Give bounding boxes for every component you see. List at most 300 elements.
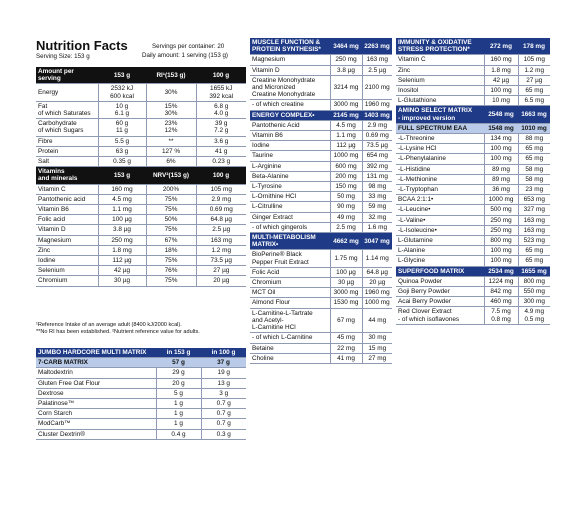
- row-label: Maltodextrin: [36, 368, 156, 378]
- row-label: Taurine: [250, 151, 330, 161]
- row-value: 0.7 g: [201, 419, 246, 429]
- row-label: - of which gingerols: [250, 222, 330, 232]
- row-label: Goji Berry Powder: [396, 287, 484, 297]
- row-label: Zinc: [36, 245, 98, 255]
- row-label: BioPerine® Black Pepper Fruit Extract: [250, 250, 330, 267]
- row-label: Beta-Alanine: [250, 171, 330, 181]
- header-cell: 1403 mg: [362, 111, 392, 121]
- header-cell: RI¹(153 g): [146, 67, 196, 84]
- row-label: L-Arginine: [250, 161, 330, 171]
- row-label: Folic Acid: [250, 267, 330, 277]
- table-row: [250, 161, 392, 171]
- row-value: 3000 mg: [330, 100, 362, 110]
- row-value: 0.3 g: [201, 429, 246, 439]
- row-value: 2.9 mg: [196, 194, 246, 204]
- row-value: 550 mg: [518, 287, 550, 297]
- row-label: Betaine: [250, 343, 330, 353]
- row-label: Carbohydrate of which Sugars: [36, 119, 98, 136]
- row-value: 67 mg: [330, 308, 362, 333]
- row-value: **: [146, 136, 196, 146]
- subsection-title: 7-CARB MATRIX: [36, 358, 156, 368]
- row-value: 15 mg: [362, 343, 392, 353]
- row-value: 250 mg: [484, 225, 518, 235]
- table-row: [250, 75, 392, 100]
- row-label: Acai Berry Powder: [396, 297, 484, 307]
- row-value: 842 mg: [484, 287, 518, 297]
- row-value: 27 mg: [362, 353, 392, 363]
- row-value: 75%: [146, 194, 196, 204]
- row-value: 64.8 µg: [362, 267, 392, 277]
- table-row: [36, 429, 246, 439]
- column-middle: [250, 38, 392, 364]
- table-row: [396, 236, 550, 246]
- row-value: 59 mg: [362, 202, 392, 212]
- row-value: 0.7 g: [201, 409, 246, 419]
- row-value: 58 mg: [518, 164, 550, 174]
- row-label: L-Alanine: [396, 246, 484, 256]
- row-value: 0.4 g: [156, 429, 201, 439]
- header-cell: 3047 mg: [362, 233, 392, 250]
- table-row: [396, 144, 550, 154]
- row-label: L-Glycine: [396, 256, 484, 266]
- row-label: ModCarb™: [36, 419, 156, 429]
- row-label: -L-Phenylalanine: [396, 154, 484, 164]
- row-value: 67%: [146, 235, 196, 245]
- table-row: [36, 378, 246, 388]
- jumbo-matrix-table: [36, 348, 246, 440]
- table-row: [396, 185, 550, 195]
- row-value: 112 µg: [330, 141, 362, 151]
- multi-metabolism-table: [250, 233, 392, 364]
- row-label: Folic acid: [36, 215, 98, 225]
- row-label: Energy: [36, 84, 98, 101]
- column-jumbo: [36, 348, 246, 440]
- row-value: 2.5 mg: [330, 222, 362, 232]
- table-row: [36, 119, 246, 136]
- header-cell: 3464 mg: [330, 38, 362, 55]
- row-value: 58 mg: [518, 174, 550, 184]
- row-value: 1.2 mg: [518, 65, 550, 75]
- row-value: 654 mg: [362, 151, 392, 161]
- row-label: Almond Flour: [250, 298, 330, 308]
- row-value: 1.8 mg: [484, 65, 518, 75]
- row-value: 39 g 7.2 g: [196, 119, 246, 136]
- row-label: - of which L-Carnitine: [250, 333, 330, 343]
- section-title: JUMBO HARDCORE MULTI MATRIX: [36, 348, 156, 358]
- row-label: Fat of which Saturates: [36, 101, 98, 118]
- row-value: 1.1 mg: [98, 205, 146, 215]
- row-value: 30 µg: [330, 278, 362, 288]
- table-row: [396, 65, 550, 75]
- row-value: 250 mg: [484, 215, 518, 225]
- row-label: Palatinose™: [36, 399, 156, 409]
- section-title: AMINO SELECT MATRIX - improved version: [396, 106, 484, 123]
- row-value: 4.9 mg 0.5 mg: [518, 307, 550, 324]
- table-row: [36, 157, 246, 167]
- row-value: 0.7 g: [201, 399, 246, 409]
- table-row: [250, 288, 392, 298]
- row-value: 36 mg: [484, 185, 518, 195]
- row-label: Magnesium: [250, 55, 330, 65]
- column-right: [396, 38, 550, 325]
- row-value: 65 mg: [518, 246, 550, 256]
- row-value: 131 mg: [362, 171, 392, 181]
- row-value: 64.8 µg: [196, 215, 246, 225]
- row-value: 3.8 µg: [330, 65, 362, 75]
- row-value: 1960 mg: [362, 288, 392, 298]
- subsection-row: [396, 123, 550, 133]
- table-header-row: [396, 38, 550, 55]
- row-value: 0.23 g: [196, 157, 246, 167]
- row-label: Vitamin D: [36, 225, 98, 235]
- row-value: 0.69 mg: [196, 205, 246, 215]
- row-value: 100 mg: [484, 154, 518, 164]
- table-row: [36, 184, 246, 194]
- table-row: [250, 222, 392, 232]
- table-row: [396, 195, 550, 205]
- row-value: 1.14 mg: [362, 250, 392, 267]
- header-cell: 1655 mg: [518, 267, 550, 277]
- table-row: [396, 96, 550, 106]
- row-value: 88 mg: [518, 134, 550, 144]
- row-value: 45 mg: [330, 333, 362, 343]
- table-header-row: [396, 267, 550, 277]
- row-label: Chromium: [36, 276, 98, 286]
- row-label: Vitamin C: [36, 184, 98, 194]
- row-value: 65 mg: [518, 144, 550, 154]
- row-label: Selenium: [396, 75, 484, 85]
- row-value: 163 mg: [196, 235, 246, 245]
- row-value: 63 g: [98, 146, 146, 156]
- row-value: 1 g: [156, 419, 201, 429]
- row-label: -L-Threonine: [396, 134, 484, 144]
- row-label: -L-Isoleucine•: [396, 225, 484, 235]
- row-label: Dextrose: [36, 388, 156, 398]
- energy-complex-table: [250, 111, 392, 233]
- row-value: 75%: [146, 225, 196, 235]
- table-row: [396, 174, 550, 184]
- row-value: 1.6 mg: [362, 222, 392, 232]
- row-value: 22 mg: [330, 343, 362, 353]
- row-value: 163 mg: [362, 55, 392, 65]
- row-value: 20 µg: [362, 278, 392, 288]
- table-row: [36, 136, 246, 146]
- row-value: 60 g 11 g: [98, 119, 146, 136]
- row-value: 1000 mg: [484, 195, 518, 205]
- row-label: L-Glutamine: [396, 236, 484, 246]
- row-label: Fibre: [36, 136, 98, 146]
- table-row: [36, 194, 246, 204]
- row-label: Vitamin D: [250, 65, 330, 75]
- table-row: [36, 146, 246, 156]
- row-value: 460 mg: [484, 297, 518, 307]
- row-label: Quinoa Powder: [396, 276, 484, 286]
- row-value: 1.2 mg: [196, 245, 246, 255]
- row-value: 250 mg: [330, 55, 362, 65]
- table-row: [396, 55, 550, 65]
- row-value: 89 mg: [484, 164, 518, 174]
- table-row: [250, 192, 392, 202]
- row-label: Creatine Monohydrate and Micronized Creatine Monohydrate: [250, 75, 330, 100]
- table-row: [396, 246, 550, 256]
- row-value: 200%: [146, 184, 196, 194]
- row-value: 1655 kJ 392 kcal: [196, 84, 246, 101]
- row-value: 2532 kJ 600 kcal: [98, 84, 146, 101]
- row-value: 500 mg: [484, 205, 518, 215]
- row-label: Corn Starch: [36, 409, 156, 419]
- header-cell: 153 g: [98, 167, 146, 184]
- table-row: [396, 134, 550, 144]
- table-row: [250, 100, 392, 110]
- header-cell: 2145 mg: [330, 111, 362, 121]
- row-value: 160 mg: [484, 55, 518, 65]
- header-cell: 4662 mg: [330, 233, 362, 250]
- row-value: 600 mg: [330, 161, 362, 171]
- row-value: 90 mg: [330, 202, 362, 212]
- row-value: 1530 mg: [330, 298, 362, 308]
- row-value: 105 mg: [518, 55, 550, 65]
- row-label: Vitamin C: [396, 55, 484, 65]
- section-title: IMMUNITY & OXIDATIVE STRESS PROTECTION*: [396, 38, 484, 55]
- row-value: 20 µg: [196, 276, 246, 286]
- row-value: 1.8 mg: [98, 245, 146, 255]
- row-value: 163 mg: [518, 225, 550, 235]
- row-label: Salt: [36, 157, 98, 167]
- row-value: 7.5 mg 0.8 mg: [484, 307, 518, 324]
- table-row: [396, 86, 550, 96]
- vitamin-table: [36, 167, 246, 286]
- table-row: [36, 84, 246, 101]
- row-label: Pantothenic Acid: [250, 120, 330, 130]
- header-cell: 100 g: [196, 67, 246, 84]
- row-value: 32 mg: [362, 212, 392, 222]
- nutrition-table: [36, 67, 246, 167]
- row-value: 523 mg: [518, 236, 550, 246]
- row-value: 50%: [146, 215, 196, 225]
- table-row: [250, 267, 392, 277]
- row-label: - of which creatine: [250, 100, 330, 110]
- row-value: 27 µg: [518, 75, 550, 85]
- column-nutrition: [36, 67, 246, 287]
- row-label: Vitamin B6: [250, 131, 330, 141]
- row-value: 2100 mg: [362, 75, 392, 100]
- row-value: 6%: [146, 157, 196, 167]
- row-value: 100 mg: [484, 246, 518, 256]
- table-header-row: [250, 233, 392, 250]
- row-value: 42 µg: [484, 75, 518, 85]
- row-value: 3.6 g: [196, 136, 246, 146]
- table-row: [250, 212, 392, 222]
- table-row: [396, 256, 550, 266]
- table-row: [36, 399, 246, 409]
- row-label: Cluster Dextrin®: [36, 429, 156, 439]
- row-value: 18%: [146, 245, 196, 255]
- row-value: 653 mg: [518, 195, 550, 205]
- table-row: [250, 298, 392, 308]
- row-value: 75%: [146, 256, 196, 266]
- row-label: Chromium: [250, 278, 330, 288]
- row-value: 6.5 mg: [518, 96, 550, 106]
- row-value: 41 mg: [330, 353, 362, 363]
- header-cell: 153 g: [98, 67, 146, 84]
- row-value: 2.9 mg: [362, 120, 392, 130]
- table-row: [36, 409, 246, 419]
- row-value: 49 mg: [330, 212, 362, 222]
- table-row: [36, 256, 246, 266]
- row-value: 89 mg: [484, 174, 518, 184]
- header-cell: NRV²(153 g): [146, 167, 196, 184]
- section-title: MUSCLE FUNCTION & PROTEIN SYNTHESIS*: [250, 38, 330, 55]
- row-value: 1000 mg: [362, 298, 392, 308]
- row-value: 2.5 µg: [196, 225, 246, 235]
- table-row: [250, 141, 392, 151]
- row-label: Iodine: [250, 141, 330, 151]
- row-value: 327 mg: [518, 205, 550, 215]
- table-row: [36, 101, 246, 118]
- row-value: 127 %: [146, 146, 196, 156]
- subsection-value: 57 g: [156, 358, 201, 368]
- row-label: L-Tyrosine: [250, 182, 330, 192]
- page-title: Nutrition Facts: [36, 38, 128, 53]
- section-title: SUPERFOOD MATRIX: [396, 267, 484, 277]
- table-row: [250, 182, 392, 192]
- subsection-row: [36, 358, 246, 368]
- table-header-row: [36, 167, 246, 184]
- row-value: 100 mg: [484, 256, 518, 266]
- row-label: Ginger Extract: [250, 212, 330, 222]
- row-label: Iodine: [36, 256, 98, 266]
- row-value: 100 mg: [484, 144, 518, 154]
- table-header-row: [250, 38, 392, 55]
- row-value: 30 µg: [98, 276, 146, 286]
- table-row: [36, 235, 246, 245]
- table-row: [36, 266, 246, 276]
- row-label: Inositol: [396, 86, 484, 96]
- row-value: 163 mg: [518, 215, 550, 225]
- table-row: [36, 205, 246, 215]
- row-value: 3 g: [201, 388, 246, 398]
- row-label: Protein: [36, 146, 98, 156]
- section-title: MULTI-METABOLISM MATRIX•: [250, 233, 330, 250]
- header-cell: 100 g: [196, 167, 246, 184]
- row-value: 10 mg: [484, 96, 518, 106]
- row-label: -L-Tryptophan: [396, 185, 484, 195]
- row-value: 100 µg: [330, 267, 362, 277]
- table-row: [250, 333, 392, 343]
- row-label: -L-Lysine HCl: [396, 144, 484, 154]
- row-value: 76%: [146, 266, 196, 276]
- row-value: 41 g: [196, 146, 246, 156]
- table-row: [36, 225, 246, 235]
- table-row: [250, 55, 392, 65]
- section-title: Amount per serving: [36, 67, 98, 84]
- row-value: 3000 mg: [330, 288, 362, 298]
- row-value: 73.5 µg: [196, 256, 246, 266]
- daily-amount: Daily amount: 1 serving (153 g): [142, 52, 228, 59]
- row-value: 3214 mg: [330, 75, 362, 100]
- row-value: 134 mg: [484, 134, 518, 144]
- table-row: [396, 276, 550, 286]
- row-label: Choline: [250, 353, 330, 363]
- row-value: 100 µg: [98, 215, 146, 225]
- row-value: 105 mg: [196, 184, 246, 194]
- row-label: Pantothenic acid: [36, 194, 98, 204]
- row-value: 19 g: [201, 368, 246, 378]
- section-title: Vitamins and minerals: [36, 167, 98, 184]
- row-value: 30 mg: [362, 333, 392, 343]
- superfood-table: [396, 267, 550, 325]
- row-value: 392 mg: [362, 161, 392, 171]
- header-cell: 1663 mg: [518, 106, 550, 123]
- row-value: 29 g: [156, 368, 201, 378]
- row-value: 100 mg: [484, 86, 518, 96]
- row-value: 44 mg: [362, 308, 392, 333]
- table-row: [250, 65, 392, 75]
- row-label: -L-Methionine: [396, 174, 484, 184]
- row-label: Red Clover Extract - of which isoflavones: [396, 307, 484, 324]
- row-value: 0.69 mg: [362, 131, 392, 141]
- table-header-row: [250, 111, 392, 121]
- table-row: [396, 215, 550, 225]
- servings-per-container: Servings per container: 20: [152, 43, 225, 50]
- row-value: 20 g: [156, 378, 201, 388]
- row-label: L-Ornithine HCl: [250, 192, 330, 202]
- row-value: 2.5 µg: [362, 65, 392, 75]
- row-value: 75%: [146, 276, 196, 286]
- row-value: 1224 mg: [484, 276, 518, 286]
- muscle-function-table: [250, 38, 392, 111]
- row-value: 10 g 6.1 g: [98, 101, 146, 118]
- row-value: 33 mg: [362, 192, 392, 202]
- table-row: [250, 278, 392, 288]
- row-value: 112 µg: [98, 256, 146, 266]
- row-value: 27 µg: [196, 266, 246, 276]
- table-row: [36, 388, 246, 398]
- row-label: L-Glutathione: [396, 96, 484, 106]
- table-row: [36, 419, 246, 429]
- header-cell: in 153 g: [156, 348, 201, 358]
- subsection-value: 1548 mg: [484, 123, 518, 133]
- row-value: 4.5 mg: [98, 194, 146, 204]
- row-value: 150 mg: [330, 182, 362, 192]
- header-cell: 178 mg: [518, 38, 550, 55]
- row-value: 23% 12%: [146, 119, 196, 136]
- header-cell: 2548 mg: [484, 106, 518, 123]
- row-value: 1000 mg: [330, 151, 362, 161]
- row-label: Selenium: [36, 266, 98, 276]
- row-label: L-Carnitine-L-Tartrate and Acetyl- L-Carnitine HCl: [250, 308, 330, 333]
- header-cell: in 100 g: [201, 348, 246, 358]
- table-row: [396, 287, 550, 297]
- table-row: [36, 215, 246, 225]
- row-value: 30%: [146, 84, 196, 101]
- row-value: 1.75 mg: [330, 250, 362, 267]
- subsection-value: 1010 mg: [518, 123, 550, 133]
- table-row: [396, 225, 550, 235]
- row-label: -L-Valine•: [396, 215, 484, 225]
- row-value: 65 mg: [518, 256, 550, 266]
- table-row: [250, 120, 392, 130]
- amino-select-table: [396, 106, 550, 266]
- header-cell: 2534 mg: [484, 267, 518, 277]
- table-row: [396, 307, 550, 324]
- table-row: [250, 308, 392, 333]
- row-value: 800 mg: [484, 236, 518, 246]
- table-row: [396, 205, 550, 215]
- row-value: 65 mg: [518, 154, 550, 164]
- row-label: Zinc: [396, 65, 484, 75]
- row-value: 50 mg: [330, 192, 362, 202]
